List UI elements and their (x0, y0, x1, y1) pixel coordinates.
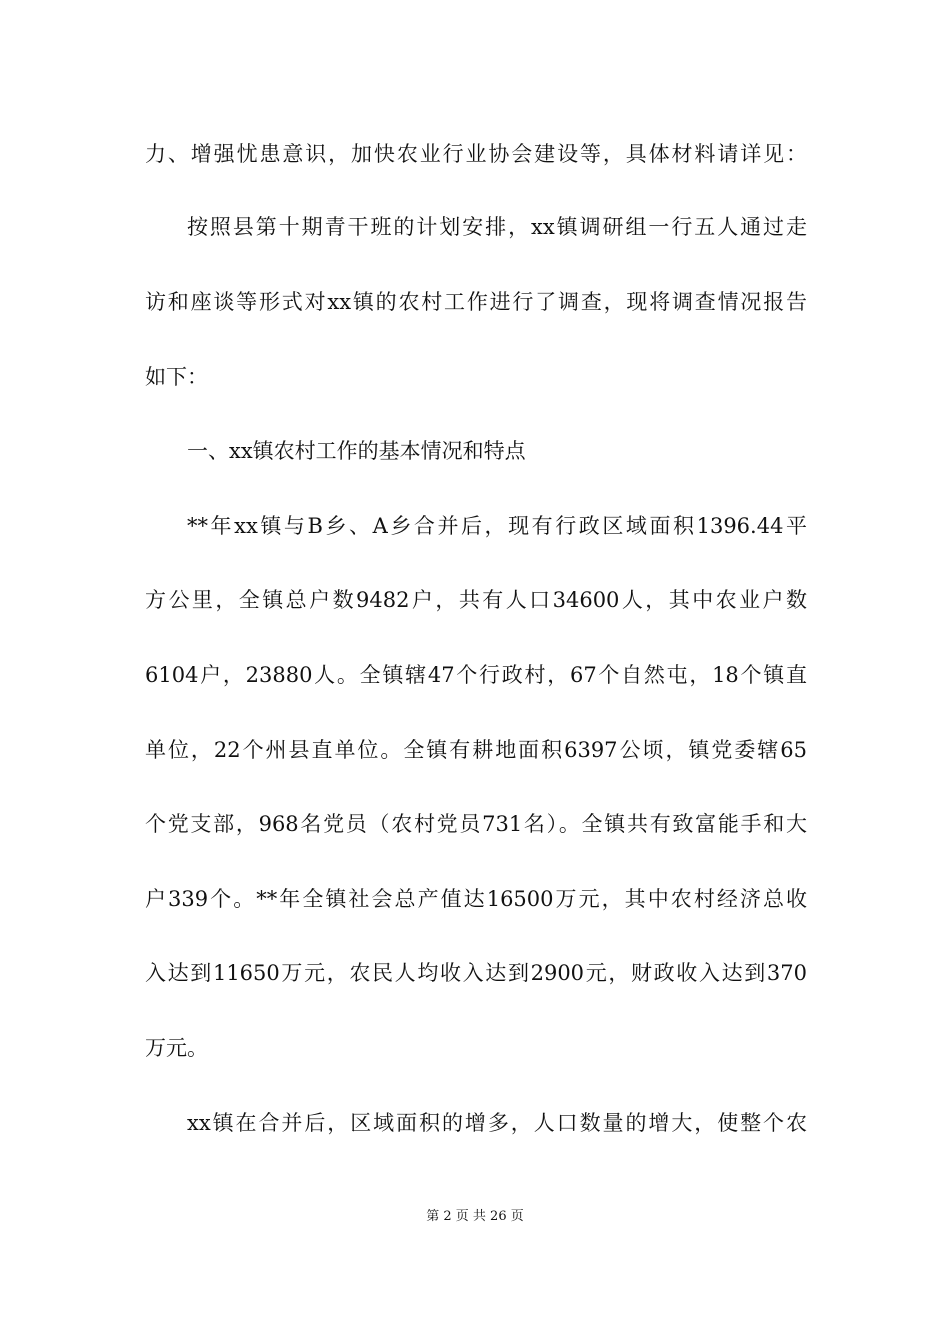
text-line-11: 户339个。**年全镇社会总产值达16500万元，其中农村经济总收 (145, 887, 807, 911)
text-line-3: 访和座谈等形式对xx镇的农村工作进行了调查，现将调查情况报告 (145, 290, 807, 314)
text-line-9: 单位，22个州县直单位。全镇有耕地面积6397公顷，镇党委辖65 (145, 738, 807, 762)
text-line-2: 按照县第十期青干班的计划安排，xx镇调研组一行五人通过走 (187, 215, 807, 239)
text-line-1: 力、增强忧患意识，加快农业行业协会建设等，具体材料请详见： (145, 142, 807, 166)
text-line-14: xx镇在合并后，区域面积的增多，人口数量的增大，使整个农 (187, 1111, 807, 1135)
page-number-label: 第 2 页 共 26 页 (426, 1209, 524, 1224)
text-line-6: **年xx镇与B乡、A乡合并后，现有行政区域面积1396.44平 (187, 514, 807, 538)
section-heading: 一、xx镇农村工作的基本情况和特点 (187, 439, 526, 463)
page-footer (0, 1208, 950, 1226)
text-line-12: 入达到11650万元，农民人均收入达到2900元，财政收入达到370 (145, 961, 807, 985)
text-line-13: 万元。 (145, 1036, 208, 1060)
text-line-10: 个党支部，968名党员（农村党员731名）。全镇共有致富能手和大 (145, 812, 807, 836)
text-line-4: 如下： (145, 365, 208, 389)
text-line-7: 方公里，全镇总户数9482户，共有人口34600人，其中农业户数 (145, 588, 807, 612)
text-line-8: 6104户，23880人。全镇辖47个行政村，67个自然屯，18个镇直 (145, 663, 807, 687)
